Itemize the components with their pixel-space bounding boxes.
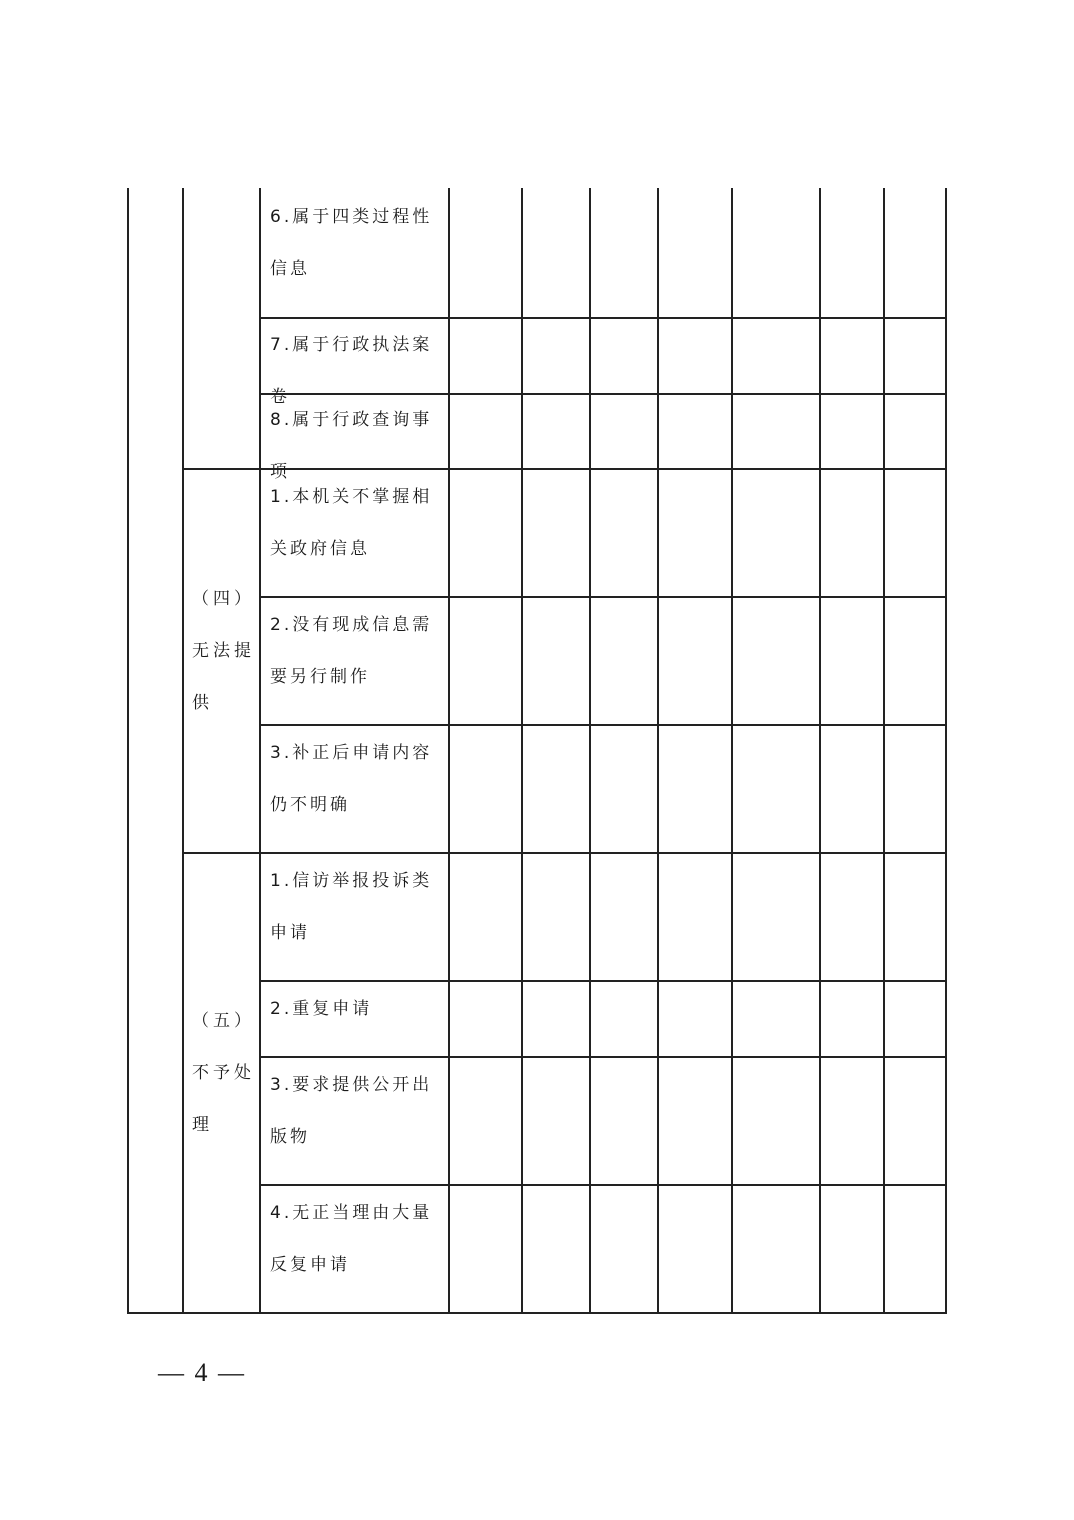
row-label: 3.补正后申请内容仍不明确	[270, 743, 433, 815]
row-label: 2.重复申请	[270, 999, 373, 1019]
row-label: 6.属于四类过程性信息	[270, 207, 433, 279]
row-label: 2.没有现成信息需要另行制作	[270, 615, 433, 687]
row-label: 7.属于行政执法案卷	[270, 335, 433, 407]
group-label: （四）无法提供	[192, 589, 255, 713]
page-number: — 4 —	[158, 1358, 246, 1387]
row-label: 1.本机关不掌握相关政府信息	[270, 487, 433, 559]
row-label: 1.信访举报投诉类申请	[270, 871, 433, 943]
row-label: 4.无正当理由大量反复申请	[270, 1203, 433, 1275]
group-label: （五）不予处理	[192, 1011, 255, 1135]
row-label: 3.要求提供公开出版物	[270, 1075, 433, 1147]
row-label: 8.属于行政查询事项	[270, 410, 433, 482]
